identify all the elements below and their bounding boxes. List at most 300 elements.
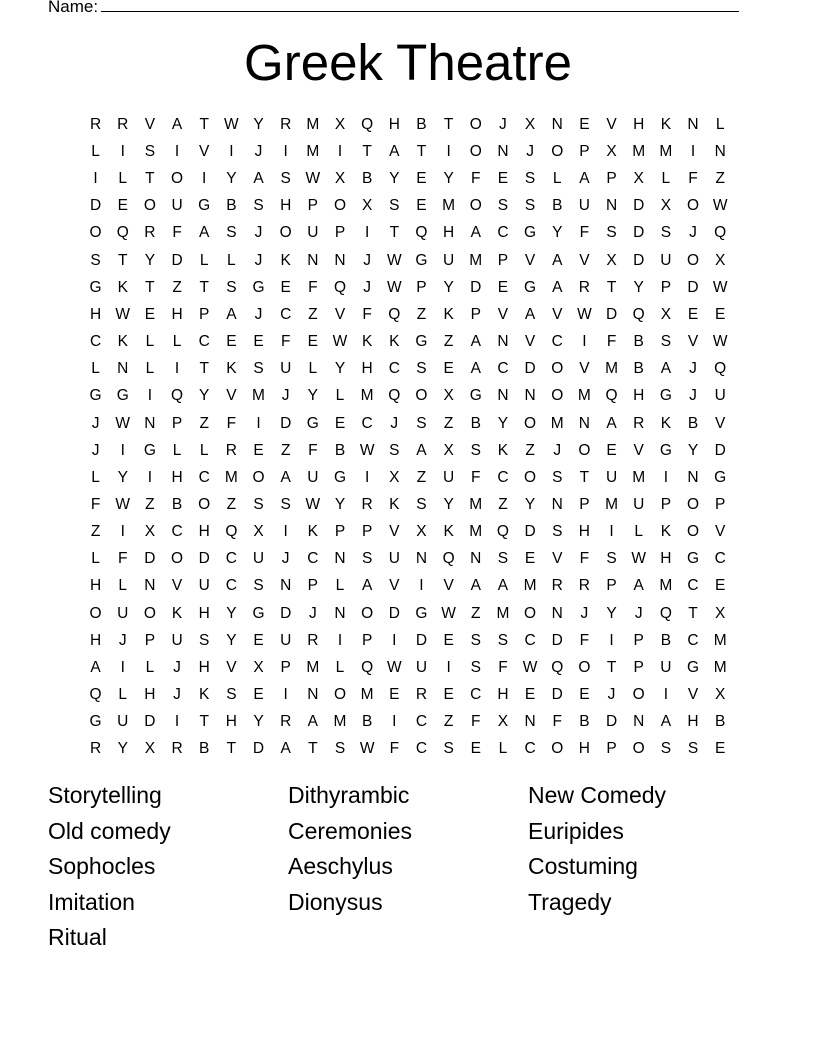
grid-letter[interactable]: O (578, 658, 591, 676)
grid-letter[interactable]: C (225, 550, 237, 568)
grid-letter[interactable]: I (663, 686, 669, 704)
grid-letter[interactable]: D (633, 197, 645, 215)
grid-letter[interactable]: G (306, 414, 319, 432)
grid-letter[interactable]: L (172, 441, 182, 459)
grid-letter[interactable]: U (605, 468, 618, 486)
grid-letter[interactable]: U (388, 550, 400, 568)
grid-letter[interactable]: A (470, 360, 481, 378)
grid-letter[interactable]: U (171, 197, 183, 215)
grid-letter[interactable]: P (633, 658, 644, 676)
grid-letter[interactable]: C (497, 224, 509, 242)
grid-letter[interactable]: D (198, 550, 210, 568)
grid-letter[interactable]: O (551, 142, 564, 160)
grid-letter[interactable]: E (443, 631, 454, 649)
grid-letter[interactable]: T (199, 360, 209, 378)
grid-letter[interactable]: R (415, 686, 428, 704)
grid-letter[interactable]: S (552, 523, 563, 541)
grid-letter[interactable]: Z (280, 441, 291, 459)
grid-letter[interactable]: F (579, 550, 590, 568)
grid-letter[interactable]: G (333, 468, 347, 486)
grid-letter[interactable]: F (118, 550, 128, 568)
grid-letter[interactable]: D (470, 278, 482, 296)
grid-letter[interactable]: L (199, 251, 209, 269)
grid-letter[interactable]: X (334, 170, 346, 188)
grid-letter[interactable]: V (171, 577, 183, 595)
grid-letter[interactable]: H (198, 658, 210, 676)
grid-letter[interactable]: W (224, 115, 239, 133)
grid-letter[interactable]: H (578, 740, 590, 758)
grid-letter[interactable]: K (443, 523, 454, 541)
grid-letter[interactable]: W (712, 333, 728, 351)
grid-letter[interactable]: E (715, 305, 726, 323)
grid-letter[interactable]: T (416, 142, 427, 160)
grid-letter[interactable]: Q (116, 224, 129, 242)
grid-letter[interactable]: P (307, 197, 318, 215)
grid-letter[interactable]: S (443, 740, 454, 758)
grid-letter[interactable]: C (497, 360, 509, 378)
grid-letter[interactable]: Y (253, 713, 264, 731)
grid-letter[interactable]: F (579, 224, 590, 242)
grid-letter[interactable]: O (143, 604, 156, 622)
grid-letter[interactable]: I (392, 631, 397, 649)
grid-letter[interactable]: L (118, 577, 128, 595)
grid-letter[interactable]: F (579, 631, 590, 649)
grid-letter[interactable]: G (116, 387, 129, 405)
grid-letter[interactable]: S (226, 278, 237, 296)
grid-letter[interactable]: P (334, 224, 346, 242)
grid-letter[interactable]: A (361, 577, 373, 595)
grid-letter[interactable]: H (171, 305, 183, 323)
grid-letter[interactable]: G (89, 387, 102, 405)
grid-letter[interactable]: D (144, 550, 156, 568)
grid-letter[interactable]: R (117, 115, 129, 133)
grid-letter[interactable]: T (579, 468, 590, 486)
grid-letter[interactable]: M (306, 142, 320, 160)
grid-letter[interactable]: N (497, 333, 509, 351)
grid-letter[interactable]: C (687, 577, 699, 595)
grid-letter[interactable]: F (688, 170, 698, 188)
grid-letter[interactable]: L (335, 658, 345, 676)
grid-letter[interactable]: W (359, 441, 375, 459)
grid-letter[interactable]: J (254, 224, 263, 242)
grid-letter[interactable]: Y (443, 278, 454, 296)
grid-letter[interactable]: Q (442, 550, 455, 568)
grid-letter[interactable]: I (337, 631, 343, 649)
grid-letter[interactable]: R (225, 441, 237, 459)
grid-letter[interactable]: H (361, 360, 373, 378)
grid-letter[interactable]: D (714, 441, 726, 459)
grid-letter[interactable]: P (171, 414, 183, 432)
grid-letter[interactable]: T (389, 224, 400, 242)
grid-letter[interactable]: S (524, 197, 536, 215)
grid-letter[interactable]: F (498, 658, 508, 676)
grid-letter[interactable]: D (551, 686, 563, 704)
grid-letter[interactable]: G (252, 604, 265, 622)
grid-letter[interactable]: O (143, 197, 156, 215)
grid-letter[interactable]: N (497, 387, 509, 405)
grid-letter[interactable]: O (524, 414, 537, 432)
grid-letter[interactable]: L (118, 170, 128, 188)
grid-letter[interactable]: D (415, 631, 428, 649)
grid-letter[interactable]: S (606, 550, 617, 568)
grid-letter[interactable]: H (280, 197, 292, 215)
grid-letter[interactable]: V (715, 523, 726, 541)
grid-letter[interactable]: M (360, 387, 374, 405)
grid-letter[interactable]: J (363, 251, 372, 269)
grid-letter[interactable]: V (524, 333, 536, 351)
grid-letter[interactable]: I (392, 713, 397, 731)
grid-letter[interactable]: J (173, 658, 181, 676)
grid-letter[interactable]: Z (308, 305, 318, 323)
grid-letter[interactable]: I (120, 441, 125, 459)
grid-letter[interactable]: B (416, 115, 427, 133)
grid-letter[interactable]: Q (496, 523, 509, 541)
grid-letter[interactable]: Z (90, 523, 101, 541)
grid-letter[interactable]: O (198, 496, 211, 514)
grid-letter[interactable]: Y (117, 740, 128, 758)
grid-letter[interactable]: U (307, 224, 319, 242)
grid-letter[interactable]: P (715, 496, 726, 514)
grid-letter[interactable]: U (280, 360, 292, 378)
grid-letter[interactable]: Q (659, 604, 672, 622)
grid-letter[interactable]: X (660, 197, 672, 215)
grid-letter[interactable]: N (551, 604, 563, 622)
grid-letter[interactable]: X (144, 740, 156, 758)
grid-letter[interactable]: M (713, 658, 727, 676)
grid-letter[interactable]: J (308, 604, 317, 622)
grid-letter[interactable]: E (606, 441, 617, 459)
grid-letter[interactable]: O (524, 604, 537, 622)
grid-letter[interactable]: O (333, 197, 347, 215)
grid-letter[interactable]: D (171, 251, 183, 269)
grid-letter[interactable]: I (147, 387, 153, 405)
grid-letter[interactable]: N (334, 604, 346, 622)
grid-letter[interactable]: J (499, 115, 507, 133)
grid-letter[interactable]: E (253, 631, 264, 649)
grid-letter[interactable]: E (253, 333, 264, 351)
grid-letter[interactable]: I (147, 468, 153, 486)
grid-letter[interactable]: M (469, 496, 483, 514)
grid-letter[interactable]: H (687, 713, 699, 731)
grid-letter[interactable]: S (253, 496, 264, 514)
grid-letter[interactable]: G (415, 333, 428, 351)
grid-letter[interactable]: G (89, 278, 102, 296)
grid-letter[interactable]: X (715, 604, 726, 622)
grid-letter[interactable]: D (144, 713, 156, 731)
grid-letter[interactable]: O (171, 170, 184, 188)
grid-letter[interactable]: X (715, 686, 726, 704)
grid-letter[interactable]: A (579, 170, 590, 188)
grid-letter[interactable]: Q (361, 115, 374, 133)
grid-letter[interactable]: X (334, 115, 346, 133)
grid-letter[interactable]: K (389, 496, 400, 514)
grid-letter[interactable]: Y (226, 170, 237, 188)
grid-letter[interactable]: U (307, 468, 319, 486)
grid-letter[interactable]: V (579, 360, 590, 378)
grid-letter[interactable]: L (715, 115, 725, 133)
grid-letter[interactable]: B (199, 740, 210, 758)
grid-letter[interactable]: U (714, 387, 726, 405)
grid-letter[interactable]: I (446, 658, 451, 676)
grid-letter[interactable]: J (634, 604, 643, 622)
grid-letter[interactable]: C (551, 333, 563, 351)
grid-letter[interactable]: L (91, 550, 100, 568)
grid-letter[interactable]: X (144, 523, 156, 541)
grid-letter[interactable]: Y (226, 604, 237, 622)
grid-letter[interactable]: X (389, 468, 400, 486)
grid-letter[interactable]: A (660, 713, 672, 731)
grid-letter[interactable]: E (497, 278, 509, 296)
grid-letter[interactable]: F (606, 333, 617, 351)
grid-letter[interactable]: Y (606, 604, 617, 622)
grid-letter[interactable]: V (199, 142, 210, 160)
grid-letter[interactable]: E (524, 550, 536, 568)
grid-letter[interactable]: T (443, 115, 454, 133)
grid-letter[interactable]: W (386, 278, 402, 296)
grid-letter[interactable]: K (199, 686, 210, 704)
grid-letter[interactable]: G (415, 604, 428, 622)
grid-letter[interactable]: K (117, 278, 128, 296)
grid-letter[interactable]: J (173, 686, 181, 704)
grid-letter[interactable]: M (605, 360, 618, 378)
grid-letter[interactable]: N (307, 686, 319, 704)
grid-letter[interactable]: F (471, 468, 481, 486)
grid-letter[interactable]: K (361, 333, 373, 351)
grid-letter[interactable]: Q (415, 224, 428, 242)
grid-letter[interactable]: R (633, 414, 645, 432)
grid-letter[interactable]: B (171, 496, 183, 514)
grid-letter[interactable]: L (552, 170, 562, 188)
grid-letter[interactable]: N (633, 713, 645, 731)
grid-letter[interactable]: C (714, 550, 726, 568)
grid-letter[interactable]: M (632, 142, 646, 160)
grid-letter[interactable]: S (687, 740, 699, 758)
grid-letter[interactable]: W (386, 658, 402, 676)
grid-letter[interactable]: L (172, 333, 182, 351)
grid-letter[interactable]: L (91, 142, 100, 160)
grid-letter[interactable]: E (524, 686, 536, 704)
grid-letter[interactable]: Q (714, 360, 727, 378)
grid-letter[interactable]: Y (497, 414, 509, 432)
grid-letter[interactable]: B (687, 414, 699, 432)
grid-letter[interactable]: J (118, 631, 127, 649)
grid-letter[interactable]: A (552, 251, 563, 269)
grid-letter[interactable]: D (280, 604, 292, 622)
grid-letter[interactable]: H (578, 523, 590, 541)
grid-letter[interactable]: R (89, 740, 102, 758)
grid-letter[interactable]: N (687, 468, 699, 486)
grid-letter[interactable]: N (687, 115, 699, 133)
grid-letter[interactable]: L (227, 251, 236, 269)
grid-letter[interactable]: U (198, 577, 210, 595)
grid-letter[interactable]: I (283, 142, 288, 160)
grid-letter[interactable]: Q (632, 305, 645, 323)
grid-letter[interactable]: A (552, 278, 563, 296)
grid-letter[interactable]: S (497, 550, 509, 568)
grid-letter[interactable]: S (416, 360, 427, 378)
grid-letter[interactable]: A (199, 224, 210, 242)
name-blank-line[interactable] (101, 0, 739, 12)
grid-letter[interactable]: P (361, 523, 373, 541)
grid-letter[interactable]: M (469, 251, 483, 269)
grid-letter[interactable]: M (550, 414, 564, 432)
grid-letter[interactable]: O (89, 224, 102, 242)
grid-letter[interactable]: F (226, 414, 237, 432)
grid-letter[interactable]: E (715, 740, 726, 758)
grid-letter[interactable]: F (552, 713, 562, 731)
grid-letter[interactable]: I (582, 333, 587, 351)
grid-letter[interactable]: T (226, 740, 237, 758)
grid-letter[interactable]: C (497, 468, 509, 486)
grid-letter[interactable]: F (362, 305, 372, 323)
grid-letter[interactable]: S (660, 333, 672, 351)
grid-letter[interactable]: I (283, 523, 288, 541)
grid-letter[interactable]: E (144, 305, 156, 323)
grid-letter[interactable]: Y (443, 170, 454, 188)
grid-letter[interactable]: C (307, 550, 319, 568)
grid-letter[interactable]: C (524, 631, 536, 649)
grid-letter[interactable]: P (307, 577, 318, 595)
grid-letter[interactable]: X (606, 142, 617, 160)
grid-letter[interactable]: W (305, 496, 321, 514)
grid-letter[interactable]: A (280, 740, 291, 758)
grid-letter[interactable]: D (252, 740, 265, 758)
grid-letter[interactable]: O (686, 197, 700, 215)
grid-letter[interactable]: H (497, 686, 509, 704)
grid-letter[interactable]: L (91, 468, 100, 486)
grid-letter[interactable]: A (389, 142, 400, 160)
grid-letter[interactable]: F (471, 170, 481, 188)
grid-letter[interactable]: L (498, 740, 508, 758)
grid-letter[interactable]: P (497, 251, 509, 269)
grid-letter[interactable]: Q (605, 387, 618, 405)
grid-letter[interactable]: I (174, 360, 180, 378)
grid-letter[interactable]: S (497, 197, 509, 215)
grid-letter[interactable]: W (386, 251, 402, 269)
grid-letter[interactable]: S (470, 441, 481, 459)
grid-letter[interactable]: E (497, 170, 509, 188)
grid-letter[interactable]: A (524, 305, 536, 323)
grid-letter[interactable]: E (715, 577, 726, 595)
grid-letter[interactable]: O (551, 360, 564, 378)
grid-letter[interactable]: S (389, 197, 400, 215)
grid-letter[interactable]: W (577, 305, 592, 323)
grid-letter[interactable]: Q (551, 658, 564, 676)
grid-letter[interactable]: F (280, 333, 291, 351)
grid-letter[interactable]: J (254, 305, 263, 323)
grid-letter[interactable]: E (280, 278, 291, 296)
grid-letter[interactable]: T (199, 713, 209, 731)
grid-letter[interactable]: S (416, 496, 427, 514)
grid-letter[interactable]: K (660, 523, 672, 541)
grid-letter[interactable]: G (714, 468, 727, 486)
grid-letter[interactable]: S (660, 740, 672, 758)
grid-letter[interactable]: O (415, 387, 428, 405)
grid-letter[interactable]: K (171, 604, 183, 622)
grid-letter[interactable]: L (634, 523, 644, 541)
grid-letter[interactable]: E (307, 333, 318, 351)
grid-letter[interactable]: I (337, 142, 343, 160)
grid-letter[interactable]: C (470, 686, 482, 704)
grid-letter[interactable]: W (115, 496, 131, 514)
grid-letter[interactable]: P (606, 577, 617, 595)
grid-letter[interactable]: D (633, 251, 645, 269)
grid-letter[interactable]: J (689, 360, 697, 378)
grid-letter[interactable]: W (332, 333, 348, 351)
grid-letter[interactable]: M (523, 577, 537, 595)
grid-letter[interactable]: U (660, 251, 672, 269)
grid-letter[interactable]: X (361, 197, 373, 215)
grid-letter[interactable]: O (89, 604, 102, 622)
grid-letter[interactable]: H (660, 550, 672, 568)
grid-letter[interactable]: Z (525, 441, 535, 459)
grid-letter[interactable]: R (361, 496, 373, 514)
grid-letter[interactable]: A (470, 577, 481, 595)
grid-letter[interactable]: O (551, 740, 564, 758)
grid-letter[interactable]: O (524, 468, 537, 486)
grid-letter[interactable]: Q (89, 686, 102, 704)
grid-letter[interactable]: M (605, 496, 618, 514)
grid-letter[interactable]: W (359, 740, 375, 758)
grid-letter[interactable]: Q (361, 658, 374, 676)
grid-letter[interactable]: V (144, 115, 156, 133)
grid-letter[interactable]: A (660, 360, 672, 378)
grid-letter[interactable]: X (443, 441, 454, 459)
grid-letter[interactable]: U (443, 468, 455, 486)
grid-letter[interactable]: L (145, 658, 155, 676)
grid-letter[interactable]: Y (687, 441, 699, 459)
grid-letter[interactable]: J (254, 251, 263, 269)
grid-letter[interactable]: Z (145, 496, 155, 514)
grid-letter[interactable]: W (712, 197, 728, 215)
grid-letter[interactable]: J (526, 142, 534, 160)
grid-letter[interactable]: C (280, 305, 292, 323)
grid-letter[interactable]: P (579, 496, 590, 514)
grid-letter[interactable]: M (713, 631, 727, 649)
grid-letter[interactable]: I (120, 658, 125, 676)
grid-letter[interactable]: Q (171, 387, 184, 405)
grid-letter[interactable]: T (118, 251, 128, 269)
grid-letter[interactable]: S (253, 360, 264, 378)
grid-letter[interactable]: Y (389, 170, 400, 188)
grid-letter[interactable]: D (687, 278, 699, 296)
grid-letter[interactable]: E (443, 360, 454, 378)
grid-letter[interactable]: A (416, 441, 427, 459)
grid-letter[interactable]: G (524, 224, 537, 242)
grid-letter[interactable]: L (145, 333, 155, 351)
grid-letter[interactable]: N (497, 142, 509, 160)
grid-letter[interactable]: W (631, 550, 647, 568)
grid-letter[interactable]: Y (633, 278, 644, 296)
grid-letter[interactable]: S (416, 414, 427, 432)
grid-letter[interactable]: Y (144, 251, 156, 269)
grid-letter[interactable]: I (174, 142, 180, 160)
grid-letter[interactable]: V (443, 577, 454, 595)
grid-letter[interactable]: C (225, 577, 237, 595)
grid-letter[interactable]: W (712, 278, 728, 296)
grid-letter[interactable]: W (115, 414, 131, 432)
grid-letter[interactable]: P (334, 523, 346, 541)
grid-letter[interactable]: T (199, 278, 209, 296)
grid-letter[interactable]: A (633, 577, 644, 595)
grid-letter[interactable]: S (470, 658, 481, 676)
grid-letter[interactable]: A (470, 333, 481, 351)
grid-letter[interactable]: Q (714, 224, 727, 242)
grid-letter[interactable]: G (469, 387, 482, 405)
grid-letter[interactable]: T (688, 604, 698, 622)
grid-letter[interactable]: F (389, 740, 400, 758)
grid-letter[interactable]: B (633, 333, 644, 351)
